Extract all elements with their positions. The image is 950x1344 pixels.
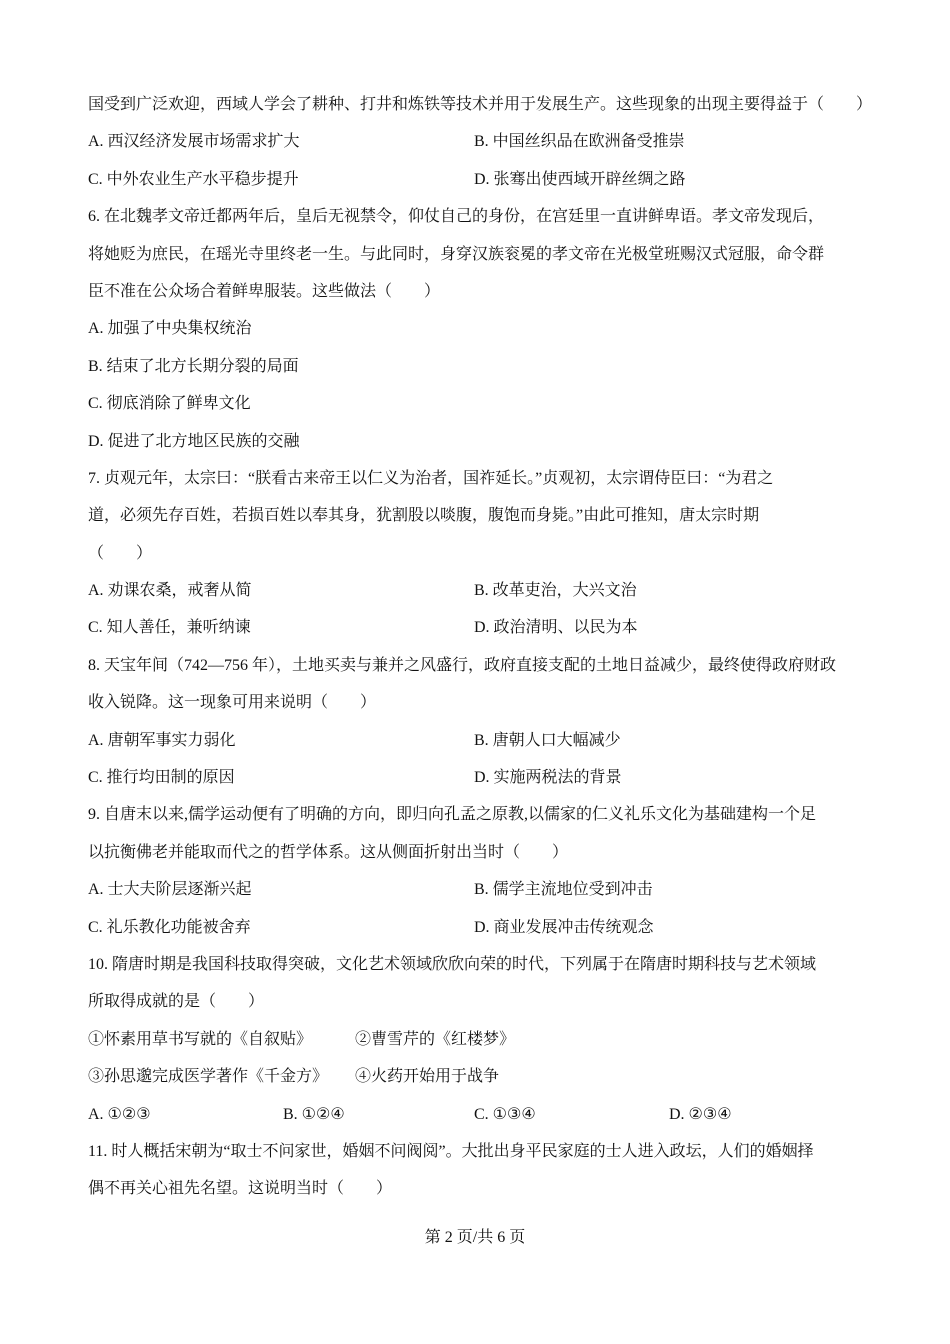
q10-stem: 10. 隋唐时期是我国科技取得突破，文化艺术领域欣欣向荣的时代，下列属于在隋唐时期科技与艺术领域 — [88, 955, 817, 973]
q9-option-b: B. 儒学主流地位受到冲击 — [474, 881, 653, 899]
q7-option-b: B. 改革吏治，大兴文治 — [474, 582, 637, 600]
q7-stem: 道，必须先存百姓，若损百姓以奉其身，犹割股以啖腹，腹饱而身毙。”由此可推知，唐太宗时期 — [88, 507, 760, 525]
q7-option-a: A. 劝课农桑，戒奢从简 — [88, 582, 252, 600]
q5-options-row — [88, 161, 878, 198]
q7-option-c: C. 知人善任，兼听纳谏 — [88, 619, 251, 637]
q5-option-a: A. 西汉经济发展市场需求扩大 — [88, 133, 300, 151]
q10-item-2: ②曹雪芹的《红楼梦》 — [355, 1030, 516, 1048]
q6-option-c: C. 彻底消除了鲜卑文化 — [88, 395, 251, 413]
q10-item-4: ④火药开始用于战争 — [355, 1068, 500, 1086]
q8-stem: 收入锐降。这一现象可用来说明（ ） — [88, 694, 377, 712]
q7-stem: 7. 贞观元年，太宗曰：“朕看古来帝王以仁义为治者，国祚延长。”贞观初，太宗谓侍臣曰：“为君之 — [88, 469, 774, 487]
q10-option-a: A. ①②③ — [88, 1105, 151, 1123]
q8-option-d: D. 实施两税法的背景 — [474, 769, 622, 787]
q10-option-b: B. ①②④ — [283, 1105, 345, 1123]
q7-options-row — [88, 572, 878, 609]
q11-stem: 偶不再关心祖先名望。这说明当时（ ） — [88, 1180, 393, 1198]
q8-options-row — [88, 759, 878, 796]
q5-option-c: C. 中外农业生产水平稳步提升 — [88, 170, 299, 188]
q8-options-row — [88, 722, 878, 759]
q10-items-row — [88, 1021, 878, 1058]
q10-option-d: D. ②③④ — [669, 1105, 732, 1123]
q8-option-a: A. 唐朝军事实力弱化 — [88, 731, 236, 749]
q9-option-d: D. 商业发展冲击传统观念 — [474, 918, 654, 936]
q7-option-d: D. 政治清明、以民为本 — [474, 619, 638, 637]
q6-stem: 6. 在北魏孝文帝迁都两年后，皇后无视禁令，仰仗自己的身份，在宫廷里一直讲鲜卑语。孝文帝发现后， — [88, 208, 825, 226]
q6-option-b: B. 结束了北方长期分裂的局面 — [88, 357, 299, 375]
q9-stem: 以抗衡佛老并能取而代之的哲学体系。这从侧面折射出当时（ ） — [88, 843, 569, 861]
q10-option-c: C. ①③④ — [474, 1105, 536, 1123]
q5-option-b: B. 中国丝织品在欧洲备受推崇 — [474, 133, 685, 151]
q11-stem: 11. 时人概括宋朝为“取士不问家世，婚姻不问阀阅”。大批出身平民家庭的士人进入政坛，人们的婚姻择 — [88, 1142, 814, 1160]
q8-option-c: C. 推行均田制的原因 — [88, 769, 235, 787]
q6-option-a: A. 加强了中央集权统治 — [88, 320, 252, 338]
q10-items-row — [88, 1058, 878, 1095]
q6-stem: 将她贬为庶民，在瑶光寺里终老一生。与此同时，身穿汉族衮冕的孝文帝在光极堂班赐汉式冠服，命令群 — [88, 245, 825, 263]
q10-options-row — [88, 1096, 878, 1133]
q6-stem: 臣不准在公众场合着鲜卑服装。这些做法（ ） — [88, 282, 441, 300]
page-number: 第 2 页/共 6 页 — [424, 1229, 526, 1246]
q6-option-d: D. 促进了北方地区民族的交融 — [88, 432, 300, 450]
q9-option-c: C. 礼乐教化功能被舍弃 — [88, 918, 251, 936]
exam-page-content — [88, 86, 878, 1208]
q7-stem: （ ） — [88, 544, 153, 562]
q9-stem: 9. 自唐末以来,儒学运动便有了明确的方向，即归向孔孟之原教,以儒家的仁义礼乐文化为基础建构一个足 — [88, 806, 817, 824]
q9-option-a: A. 士大夫阶层逐渐兴起 — [88, 881, 252, 899]
q5-options-row — [88, 123, 878, 160]
q9-options-row — [88, 909, 878, 946]
q8-option-b: B. 唐朝人口大幅减少 — [474, 731, 621, 749]
q5-stem: 国受到广泛欢迎，西域人学会了耕种、打井和炼铁等技术并用于发展生产。这些现象的出现主要得益于（ ） — [88, 96, 873, 113]
q10-item-3: ③孙思邈完成医学著作《千金方》 — [88, 1068, 329, 1086]
q7-options-row — [88, 609, 878, 646]
q10-item-1: ①怀素用草书写就的《自叙贴》 — [88, 1030, 313, 1048]
q8-stem: 8. 天宝年间（742—756 年），土地买卖与兼并之风盛行，政府直接支配的土地日益减少，最终使得政府财政 — [88, 656, 837, 674]
q9-options-row — [88, 871, 878, 908]
q10-stem: 所取得成就的是（ ） — [88, 993, 265, 1011]
q5-option-d: D. 张骞出使西域开辟丝绸之路 — [474, 170, 686, 188]
